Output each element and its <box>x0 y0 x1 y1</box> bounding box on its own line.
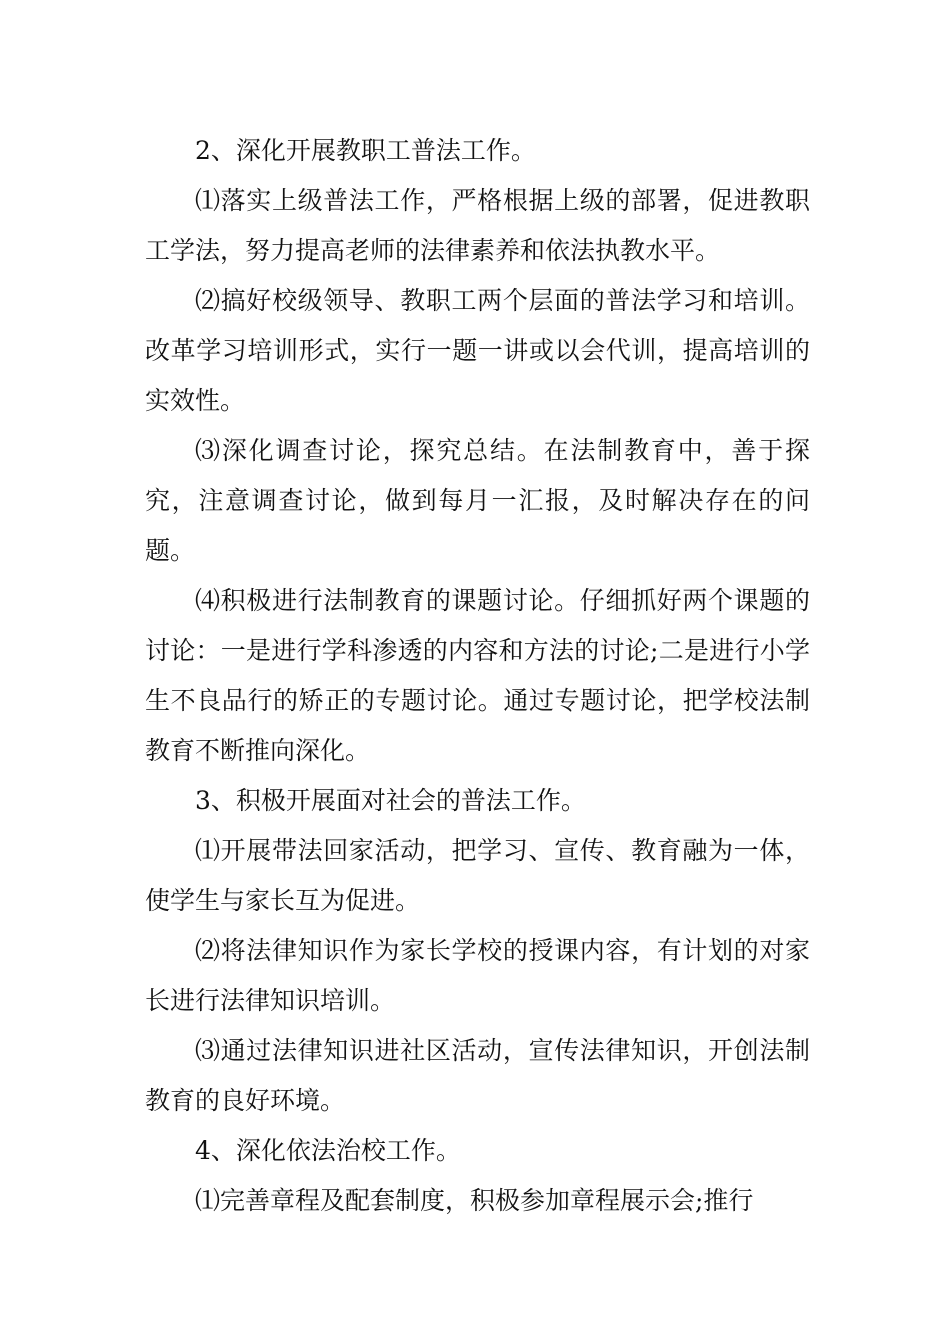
paragraph-3-1: ⑴开展带法回家活动，把学习、宣传、教育融为一体，使学生与家长互为促进。 <box>145 836 810 915</box>
heading-item-4: 4、深化依法治校工作。 <box>195 1136 461 1165</box>
paragraph-3-2: ⑵将法律知识作为家长学校的授课内容，有计划的对家长进行法律知识培训。 <box>145 936 810 1015</box>
paragraph-4-1: ⑴完善章程及配套制度，积极参加章程展示会;推行 <box>195 1186 754 1215</box>
paragraph-2-4: ⑷积极进行法制教育的课题讨论。仔细抓好两个课题的讨论：一是进行学科渗透的内容和方法的讨论;二是进行小学生不良品行的矫正的专题讨论。通过专题讨论，把学校法制教育不断推向深化。 <box>145 586 810 765</box>
heading-item-3: 3、积极开展面对社会的普法工作。 <box>195 786 586 815</box>
paragraph-2-2: ⑵搞好校级领导、教职工两个层面的普法学习和培训。改革学习培训形式，实行一题一讲或以会代训，提高培训的实效性。 <box>145 286 810 415</box>
heading-item-2: 2、深化开展教职工普法工作。 <box>195 136 536 165</box>
document-body <box>145 126 810 1226</box>
paragraph-2-1: ⑴落实上级普法工作，严格根据上级的部署，促进教职工学法，努力提高老师的法律素养和依法执教水平。 <box>145 186 810 265</box>
paragraph-3-3: ⑶通过法律知识进社区活动，宣传法律知识，开创法制教育的良好环境。 <box>145 1036 810 1115</box>
paragraph-2-3: ⑶深化调查讨论，探究总结。在法制教育中，善于探究，注意调查讨论，做到每月一汇报，及时解决存在的问题。 <box>145 436 810 565</box>
